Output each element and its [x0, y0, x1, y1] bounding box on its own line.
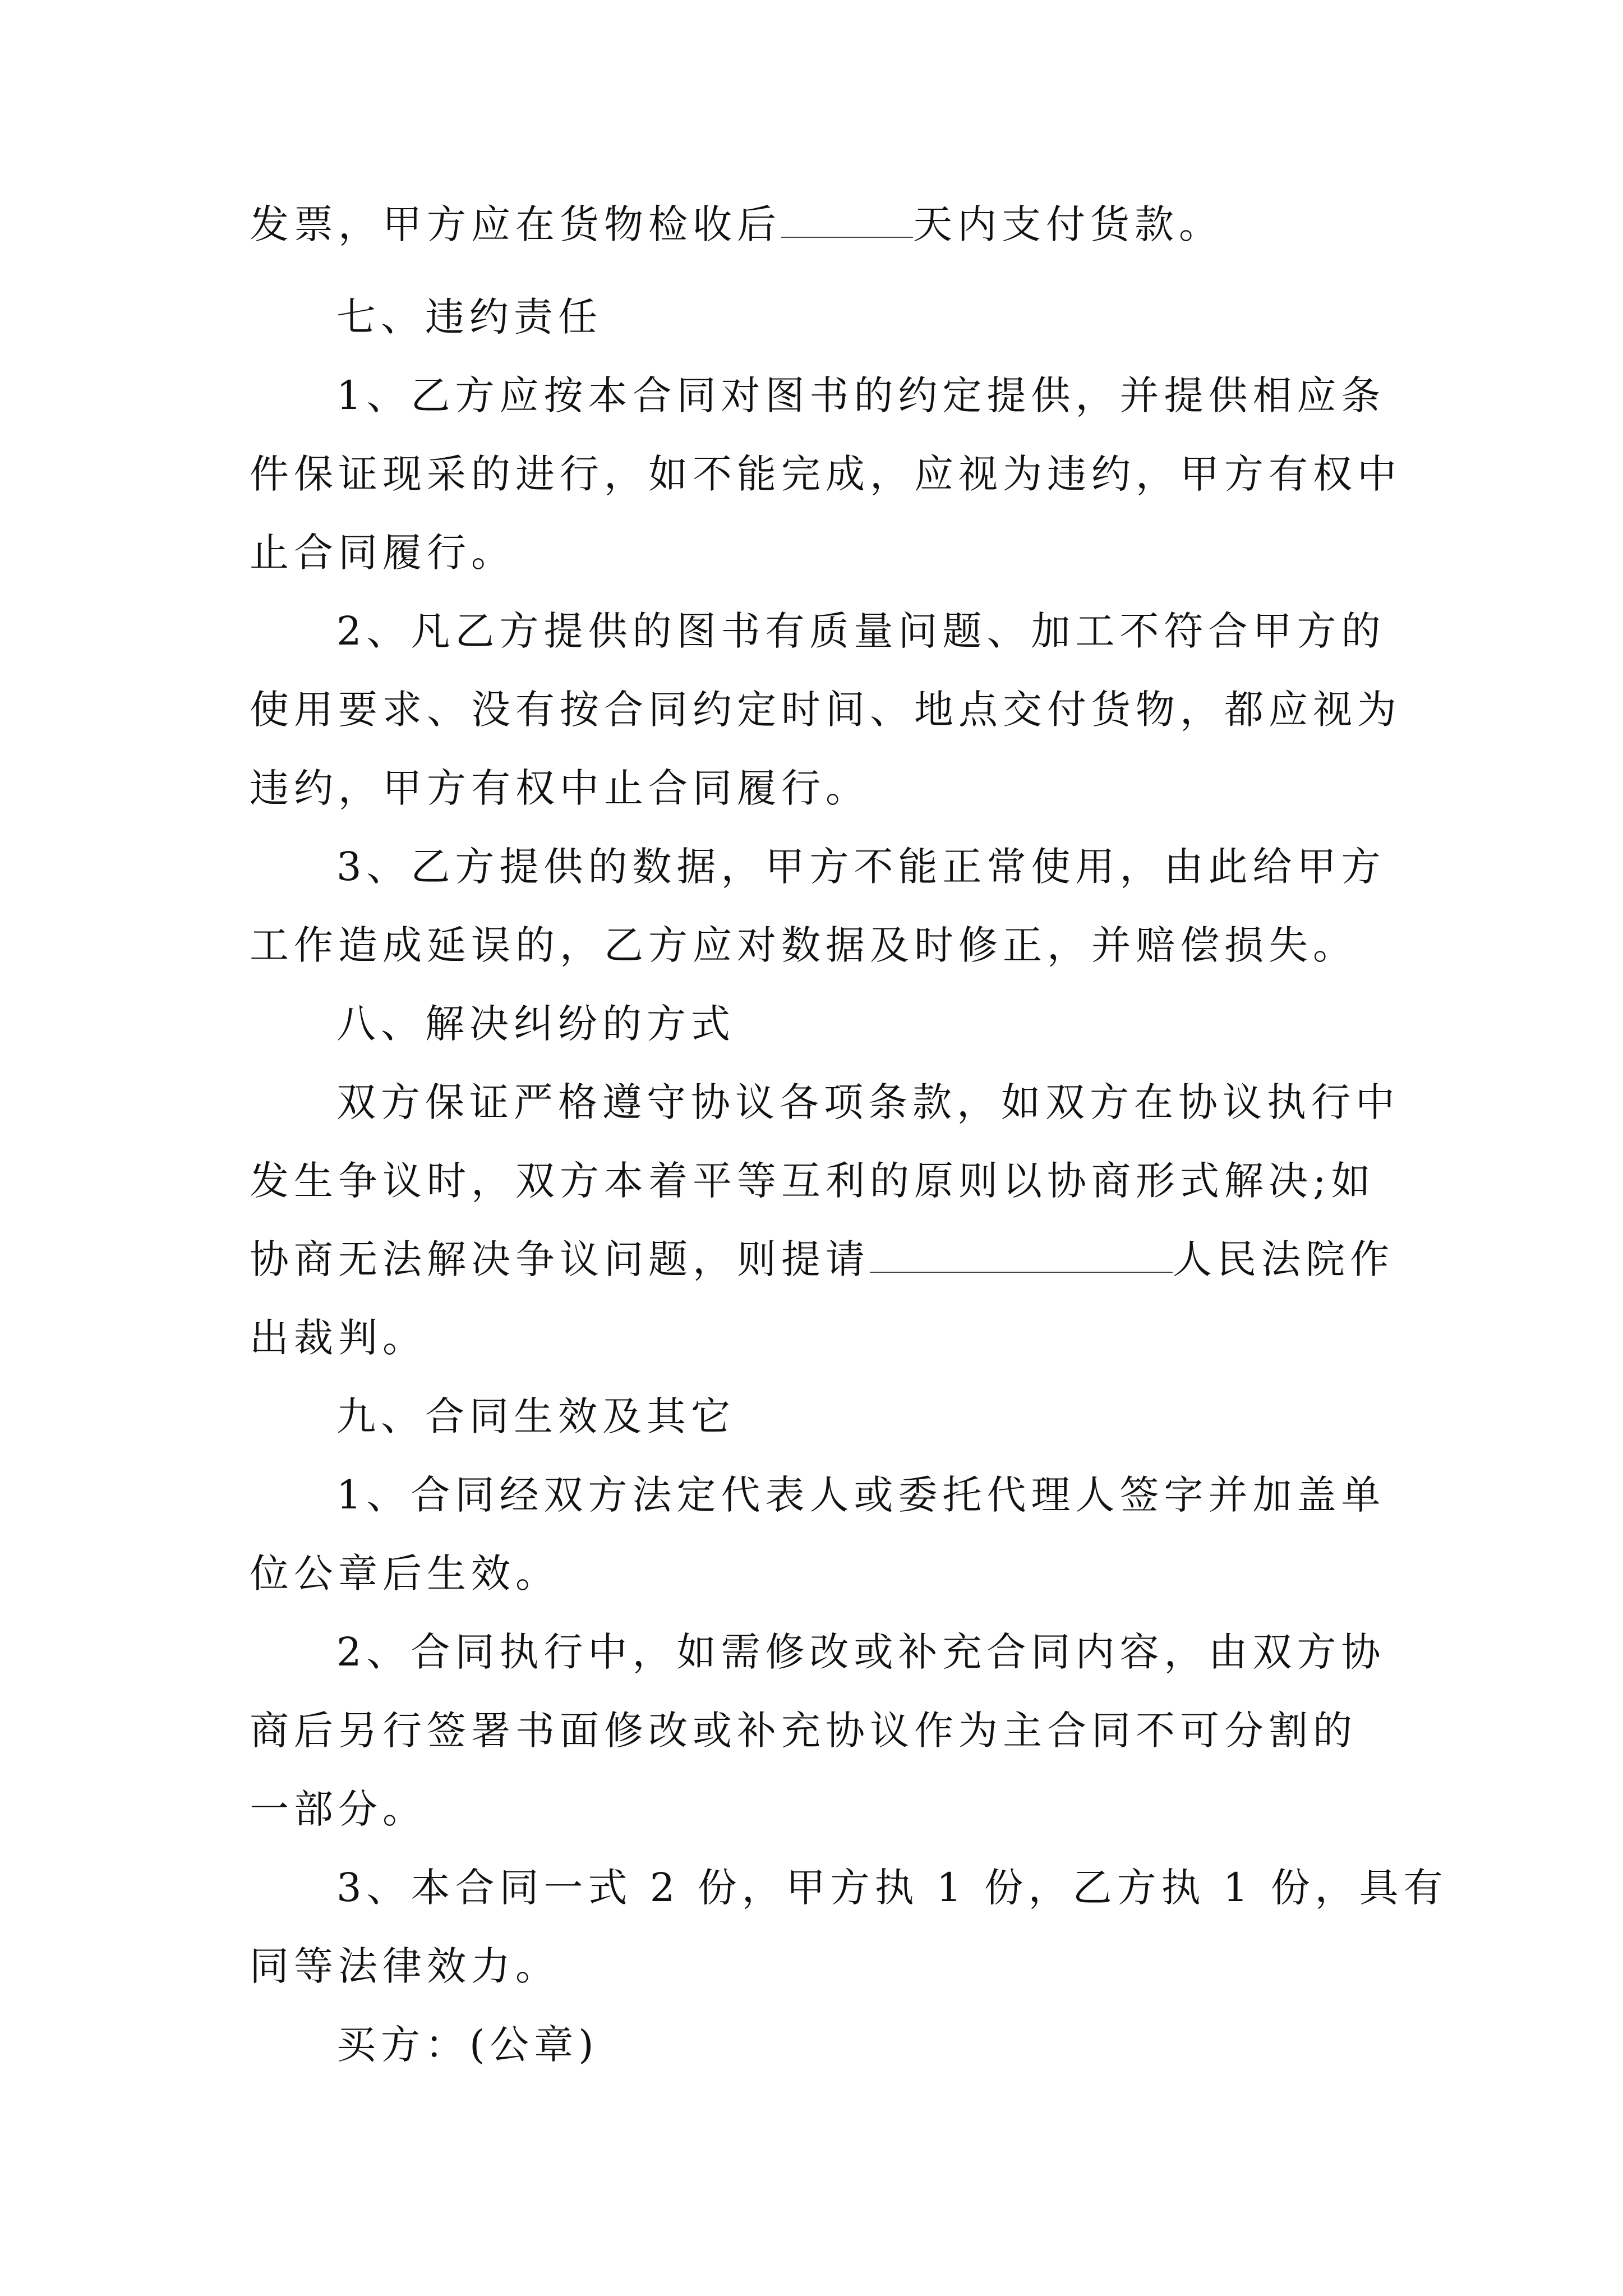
dispute-clause-line-1: 双方保证严格遵守协议各项条款，如双方在协议执行中: [336, 1079, 1400, 1125]
buyer-seal-label: 买方：(公章): [336, 2022, 599, 2068]
section-heading-effect: 九、合同生效及其它: [336, 1393, 735, 1439]
effect-clause-1-line-1: 1、合同经双方法定代表人或委托代理人签字并加盖单: [336, 1472, 1386, 1518]
payment-clause-line: [250, 199, 1223, 250]
dispute-clause-line-3: [250, 1234, 1394, 1285]
effect-clause-1-line-2: 位公章后生效。: [250, 1550, 560, 1596]
effect-clause-3-line-2: 同等法律效力。: [250, 1943, 560, 1989]
breach-clause-1-line-1: 1、乙方应按本合同对图书的约定提供，并提供相应条: [336, 372, 1386, 418]
payment-text-after: 天内支付货款。: [913, 201, 1223, 247]
payment-days-blank: [781, 204, 913, 238]
court-text-after: 人民法院作: [1173, 1236, 1394, 1282]
effect-clause-2-line-3: 一部分。: [250, 1786, 427, 1832]
breach-clause-3-line-1: 3、乙方提供的数据，甲方不能正常使用，由此给甲方: [336, 844, 1386, 890]
effect-clause-2-line-2: 商后另行签署书面修改或补充协议作为主合同不可分割的: [250, 1708, 1357, 1754]
effect-clause-2-line-1: 2、合同执行中，如需修改或补充合同内容，由双方协: [336, 1629, 1386, 1675]
section-heading-breach: 七、违约责任: [336, 294, 602, 340]
breach-clause-1-line-3: 止合同履行。: [250, 530, 515, 576]
breach-clause-1-line-2: 件保证现采的进行，如不能完成，应视为违约，甲方有权中: [250, 451, 1401, 497]
dispute-clause-line-4: 出裁判。: [250, 1315, 427, 1361]
section-heading-dispute: 八、解决纠纷的方式: [336, 1001, 735, 1047]
court-name-blank: [870, 1239, 1173, 1273]
breach-clause-2-line-2: 使用要求、没有按合同约定时间、地点交付货物，都应视为: [250, 687, 1401, 733]
breach-clause-3-line-2: 工作造成延误的，乙方应对数据及时修正，并赔偿损失。: [250, 922, 1357, 968]
breach-clause-2-line-1: 2、凡乙方提供的图书有质量问题、加工不符合甲方的: [336, 608, 1386, 654]
dispute-clause-line-2: 发生争议时，双方本着平等互利的原则以协商形式解决;如: [250, 1158, 1376, 1204]
payment-text-before: 发票，甲方应在货物检收后: [250, 201, 781, 247]
breach-clause-2-line-3: 违约，甲方有权中止合同履行。: [250, 765, 870, 811]
effect-clause-3-line-1: 3、本合同一式 2 份，甲方执 1 份，乙方执 1 份，具有: [336, 1865, 1448, 1911]
court-text-before: 协商无法解决争议问题，则提请: [250, 1236, 870, 1282]
